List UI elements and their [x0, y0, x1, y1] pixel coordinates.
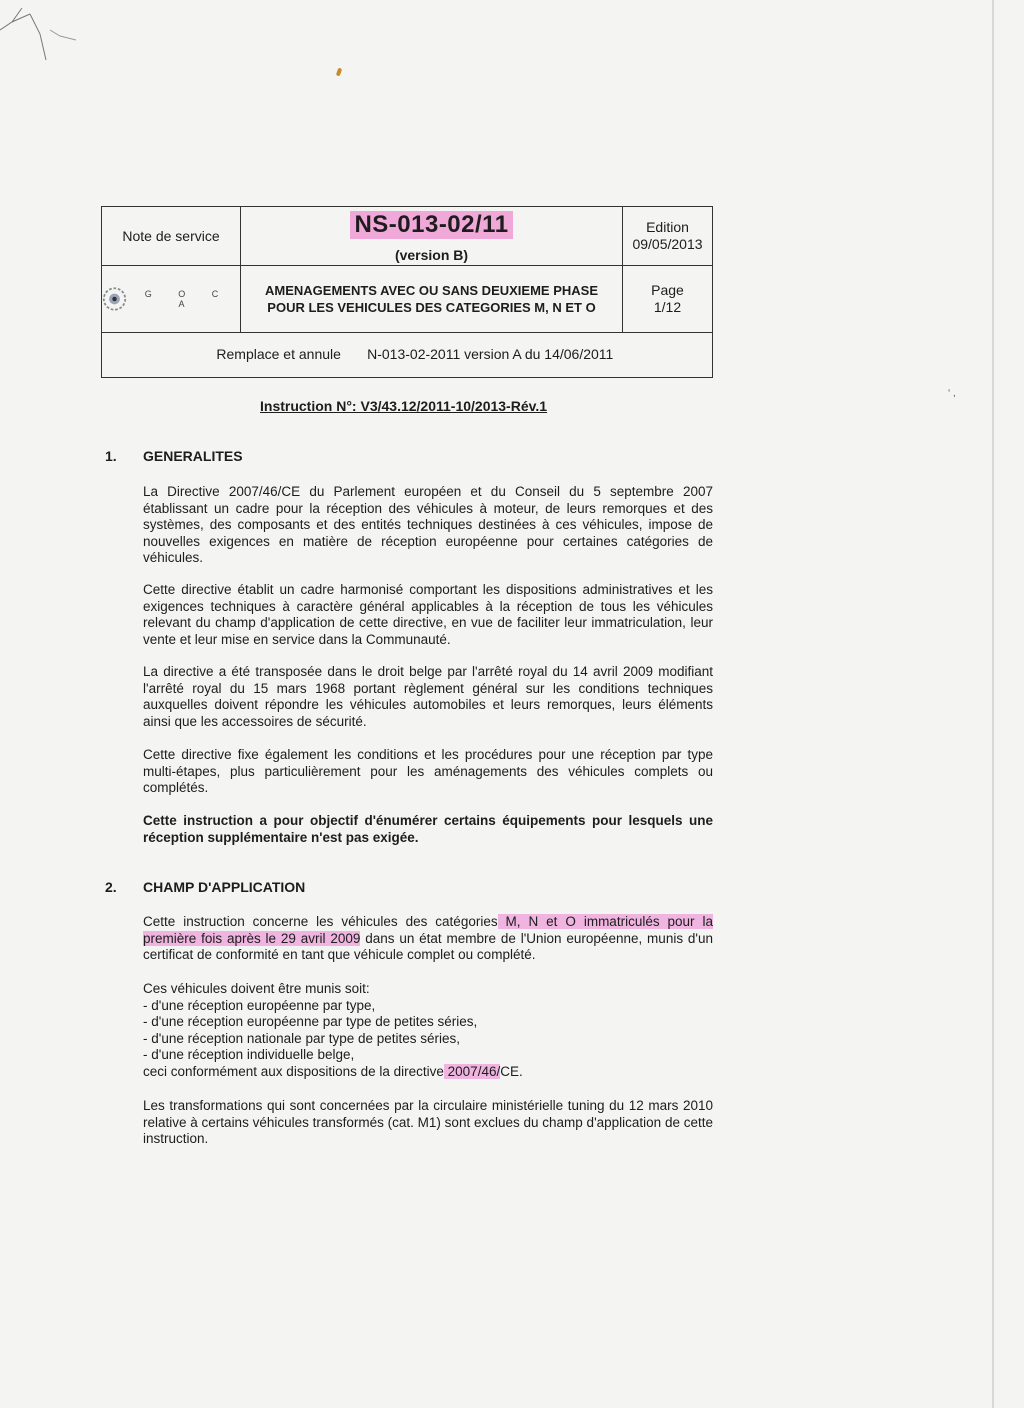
- p1-after: dans un état membre de l'Union européenne, munis d'un certificat de conformité en tant que véhicule complet ou complété.: [143, 930, 714, 962]
- list-item: - d'une réception européenne par type,: [143, 997, 376, 1013]
- subject-line-2: POUR LES VEHICULES DES CATEGORIES M, N ET O: [267, 300, 596, 315]
- list-item: - d'une réception européenne par type de petites séries,: [143, 1014, 478, 1029]
- folded-corner-mark: [0, 0, 80, 80]
- instruction-number: Instruction N°: V3/43.12/2011-10/2013-Rév.1: [260, 398, 548, 414]
- p1-before: Cette instruction concerne les véhicules des catégories: [143, 914, 498, 929]
- section-1-paragraph-2: Cette directive établit un cadre harmonisé comportant les dispositions administratives et les exigences techniques à caractère général applicables à la réception de tous les véhicules relevant du champ d'application de cette directive, en vue de faciliter leur immatriculation, leur vente et leur mise en service dans la Communauté.: [143, 582, 713, 647]
- version-label: (version B): [394, 247, 469, 263]
- section-1-heading: [105, 448, 243, 464]
- ns-number: NS-013-02/11: [350, 211, 512, 239]
- scan-edge: [992, 0, 994, 1408]
- subject-line-1: AMENAGEMENTS AVEC OU SANS DEUXIEME PHASE: [265, 283, 598, 298]
- list-item: - d'une réception nationale par type de petites séries,: [143, 1030, 461, 1046]
- section-1-paragraph-4: Cette directive fixe également les conditions et les procédures pour une réception par type multi-étapes, plus particulièrement pour les aménagements des véhicules complets ou complétés.: [143, 747, 713, 795]
- edition-cell: [623, 207, 713, 266]
- section-2-number: 2.: [105, 879, 117, 895]
- list-intro: Ces véhicules doivent être munis soit:: [143, 981, 370, 996]
- section-1-number: 1.: [105, 448, 117, 464]
- header-table: [101, 206, 713, 378]
- section-1-paragraph-1: La Directive 2007/46/CE du Parlement européen et du Conseil du 5 septembre 2007 établissant un cadre pour la réception des véhicules à moteur, de leurs remorques et des systèmes, des composants et des entités techniques destinées à ces véhicules, impose de nouvelles exigences en matière de réception européenne pour certaines catégories de véhicules.: [143, 484, 713, 565]
- close-before: ceci conformément aux dispositions de la directive: [143, 1063, 444, 1079]
- section-2-heading: [105, 879, 306, 895]
- ink-spot: [336, 68, 342, 77]
- replace-label: Remplace et annule: [216, 346, 341, 362]
- replace-value: N-013-02-2011 version A du 14/06/2011: [367, 346, 614, 362]
- list-close: [143, 1064, 713, 1081]
- page-cell: [623, 266, 713, 333]
- highlight-date: première fois après le 29 avril 2009: [143, 930, 361, 946]
- logo-cell: [102, 266, 241, 333]
- highlight-directive: 2007/46/: [443, 1063, 501, 1079]
- page-value: 1/12: [653, 299, 682, 315]
- note-label: Note de service: [102, 207, 241, 266]
- replace-row: [102, 333, 713, 378]
- eye-logo-icon: [102, 285, 127, 313]
- section-2-paragraph-2: [143, 981, 713, 1080]
- edition-date: 09/05/2013: [632, 236, 703, 252]
- section-2-paragraph-1: [143, 914, 713, 964]
- section-2-title: CHAMP D'APPLICATION: [143, 879, 306, 895]
- section-2-paragraph-3: Les transformations qui sont concernées par la circulaire ministérielle tuning du 12 mars 2010 relative à certains véhicules transformés (cat. M1) sont exclues du champ d'application de cette instruction.: [143, 1098, 713, 1146]
- section-1-paragraph-5: Cette instruction a pour objectif d'énumérer certains équipements pour lesquels une réception supplémentaire n'est pas exigée.: [143, 813, 713, 845]
- page-label: Page: [651, 282, 684, 298]
- highlight-categories: M, N et O immatriculés pour la: [497, 914, 713, 929]
- section-1-paragraph-3: La directive a été transposée dans le droit belge par l'arrêté royal du 14 avril 2009 modifiant l'arrêté royal du 15 mars 1968 portant règlement général sur les conditions techniques auxquelles doivent répondre les véhicules automobiles et leurs remorques, leurs éléments ainsi que les accessoires de sécurité.: [143, 664, 713, 729]
- margin-mark: ‘ ,: [948, 388, 956, 399]
- title-cell: [241, 207, 623, 266]
- list-item: - d'une réception individuelle belge,: [143, 1047, 355, 1062]
- subject-cell: [241, 266, 623, 333]
- edition-label: Edition: [646, 219, 689, 235]
- goca-logo: [102, 285, 240, 313]
- logo-letters: G O C A: [144, 289, 231, 309]
- section-1-title: GENERALITES: [143, 448, 243, 464]
- close-after: CE.: [500, 1063, 523, 1079]
